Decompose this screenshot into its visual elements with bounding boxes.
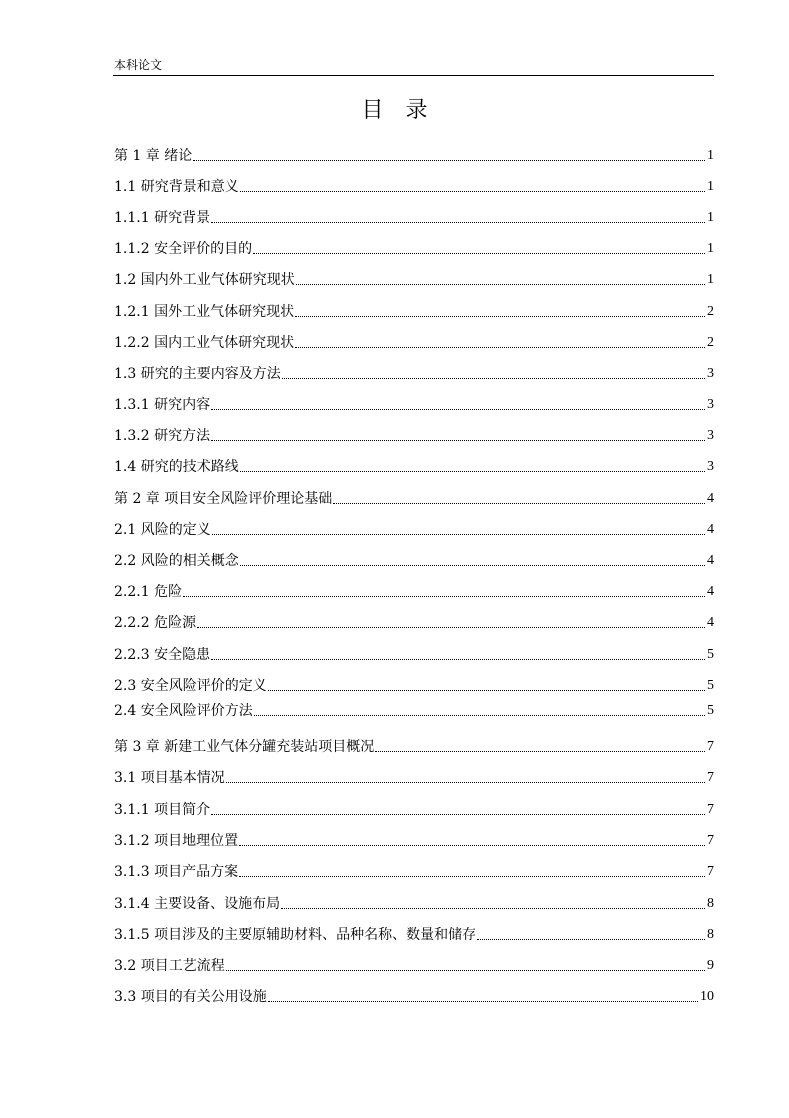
toc-leader-dots — [212, 534, 705, 535]
toc-entry[interactable] — [114, 551, 714, 571]
toc-entry-page: 4 — [707, 522, 714, 537]
toc-entry-page: 1 — [707, 148, 714, 163]
toc-entry-page: 2 — [707, 335, 714, 350]
toc-entry-label: 1.2.1 国外工业气体研究现状 — [114, 304, 295, 320]
toc-entry-page: 8 — [707, 927, 714, 942]
toc-leader-dots — [240, 471, 705, 472]
toc-entry-label: 3.1.3 项目产品方案 — [114, 864, 239, 880]
toc-entry-page: 7 — [707, 739, 714, 754]
toc-entry-label: 1.2 国内外工业气体研究现状 — [114, 272, 295, 288]
toc-leader-dots — [282, 378, 705, 379]
toc-entry[interactable] — [114, 426, 714, 446]
toc-entry-label: 2.1 风险的定义 — [114, 522, 211, 538]
toc-entry-label: 2.3 安全风险评价的定义 — [114, 678, 267, 694]
toc-entry[interactable] — [114, 737, 714, 757]
toc-entry-label: 3.2 项目工艺流程 — [114, 958, 225, 974]
toc-leader-dots — [211, 440, 705, 441]
toc-leader-dots — [211, 409, 705, 410]
toc-entry-page: 9 — [707, 958, 714, 973]
toc-leader-dots — [295, 347, 705, 348]
toc-entry-label: 3.1.2 项目地理位置 — [114, 833, 239, 849]
toc-leader-dots — [240, 565, 705, 566]
toc-entry[interactable] — [114, 613, 714, 633]
toc-leader-dots — [254, 715, 705, 716]
toc-leader-dots — [375, 751, 705, 752]
toc-entry[interactable] — [114, 208, 714, 228]
toc-entry-page: 10 — [700, 989, 714, 1004]
toc-leader-dots — [197, 627, 705, 628]
toc-leader-dots — [268, 690, 705, 691]
toc-leader-dots — [239, 845, 705, 846]
toc-leader-dots — [183, 596, 705, 597]
toc-entry-label: 2.4 安全风险评价方法 — [114, 703, 253, 719]
toc-entry[interactable] — [114, 333, 714, 353]
toc-leader-dots — [239, 876, 705, 877]
toc-entry-label: 3.1.1 项目简介 — [114, 802, 211, 818]
toc-entry[interactable] — [114, 520, 714, 540]
toc-entry-label: 1.3 研究的主要内容及方法 — [114, 366, 281, 382]
toc-entry-label: 2.2 风险的相关概念 — [114, 553, 239, 569]
toc-entry-page: 5 — [707, 678, 714, 693]
toc-leader-dots — [211, 222, 705, 223]
toc-entry[interactable] — [114, 831, 714, 851]
toc-leader-dots — [281, 908, 705, 909]
toc-entry[interactable] — [114, 364, 714, 384]
toc-entry-label: 2.2.2 危险源 — [114, 615, 197, 631]
toc-leader-dots — [240, 191, 705, 192]
toc-entry[interactable] — [114, 894, 714, 914]
toc-entry[interactable] — [114, 302, 714, 322]
toc-entry-page: 1 — [707, 241, 714, 256]
toc-leader-dots — [211, 814, 705, 815]
toc-entry-page: 5 — [707, 703, 714, 718]
toc-entry-page: 7 — [707, 833, 714, 848]
toc-entry-page: 3 — [707, 397, 714, 412]
toc-entry[interactable] — [114, 862, 714, 882]
toc-entry[interactable] — [114, 676, 714, 696]
toc-entry[interactable] — [114, 146, 714, 166]
toc-leader-dots — [268, 1001, 698, 1002]
toc-entry-page: 4 — [707, 584, 714, 599]
toc-entry-label: 1.1.2 安全评价的目的 — [114, 241, 253, 257]
toc-entry[interactable] — [114, 270, 714, 290]
toc-entry[interactable] — [114, 701, 714, 721]
toc-entry-label: 第 2 章 项目安全风险评价理论基础 — [114, 491, 333, 507]
toc-entry-label: 3.1 项目基本情况 — [114, 770, 225, 786]
toc-entry-page: 3 — [707, 366, 714, 381]
toc-entry-page: 1 — [707, 179, 714, 194]
toc-entry-page: 7 — [707, 802, 714, 817]
toc-leader-dots — [296, 284, 705, 285]
toc-entry-page: 4 — [707, 553, 714, 568]
toc-leader-dots — [193, 160, 705, 161]
toc-entry-label: 1.1 研究背景和意义 — [114, 179, 239, 195]
toc-entry-label: 2.2.1 危险 — [114, 584, 183, 600]
toc-entry[interactable] — [114, 239, 714, 259]
toc-entry[interactable] — [114, 987, 714, 1007]
toc-entry[interactable] — [114, 925, 714, 945]
toc-entry-label: 3.3 项目的有关公用设施 — [114, 989, 267, 1005]
toc-entry-page: 3 — [707, 459, 714, 474]
toc-entry[interactable] — [114, 582, 714, 602]
toc-entry-page: 7 — [707, 770, 714, 785]
toc-entry-page: 2 — [707, 304, 714, 319]
toc-entry-label: 第 3 章 新建工业气体分罐充装站项目概况 — [114, 739, 375, 755]
toc-entry[interactable] — [114, 489, 714, 509]
toc-entry-label: 1.4 研究的技术路线 — [114, 459, 239, 475]
toc-entry[interactable] — [114, 457, 714, 477]
toc-entry-page: 1 — [707, 272, 714, 287]
toc-entry-page: 1 — [707, 210, 714, 225]
toc-entry-label: 3.1.4 主要设备、设施布局 — [114, 896, 281, 912]
toc-entry-page: 5 — [707, 647, 714, 662]
toc-leader-dots — [226, 970, 705, 971]
toc-entry[interactable] — [114, 800, 714, 820]
toc-entry-label: 1.3.2 研究方法 — [114, 428, 211, 444]
toc-entry-label: 2.2.3 安全隐患 — [114, 647, 211, 663]
toc-leader-dots — [477, 939, 705, 940]
toc-entry-label: 1.2.2 国内工业气体研究现状 — [114, 335, 295, 351]
toc-entry-page: 4 — [707, 615, 714, 630]
toc-entry-label: 1.3.1 研究内容 — [114, 397, 211, 413]
header-divider — [113, 75, 714, 76]
toc-entry[interactable] — [114, 768, 714, 788]
toc-entry-label: 1.1.1 研究背景 — [114, 210, 211, 226]
toc-entry[interactable] — [114, 395, 714, 415]
toc-leader-dots — [211, 659, 705, 660]
toc-entry-page: 8 — [707, 896, 714, 911]
toc-leader-dots — [253, 253, 705, 254]
toc-entry[interactable] — [114, 177, 714, 197]
toc-leader-dots — [295, 316, 705, 317]
toc-entry-page: 3 — [707, 428, 714, 443]
toc-entry-page: 4 — [707, 491, 714, 506]
toc-entry-page: 7 — [707, 864, 714, 879]
toc-entry[interactable] — [114, 956, 714, 976]
toc-entry[interactable] — [114, 645, 714, 665]
toc-entry-label: 第 1 章 绪论 — [114, 148, 193, 164]
toc-leader-dots — [333, 503, 705, 504]
page-title: 目 录 — [361, 98, 428, 123]
toc-entry-label: 3.1.5 项目涉及的主要原辅助材料、品种名称、数量和储存 — [114, 927, 477, 943]
header-text: 本科论文 — [114, 58, 163, 72]
toc-leader-dots — [226, 782, 705, 783]
